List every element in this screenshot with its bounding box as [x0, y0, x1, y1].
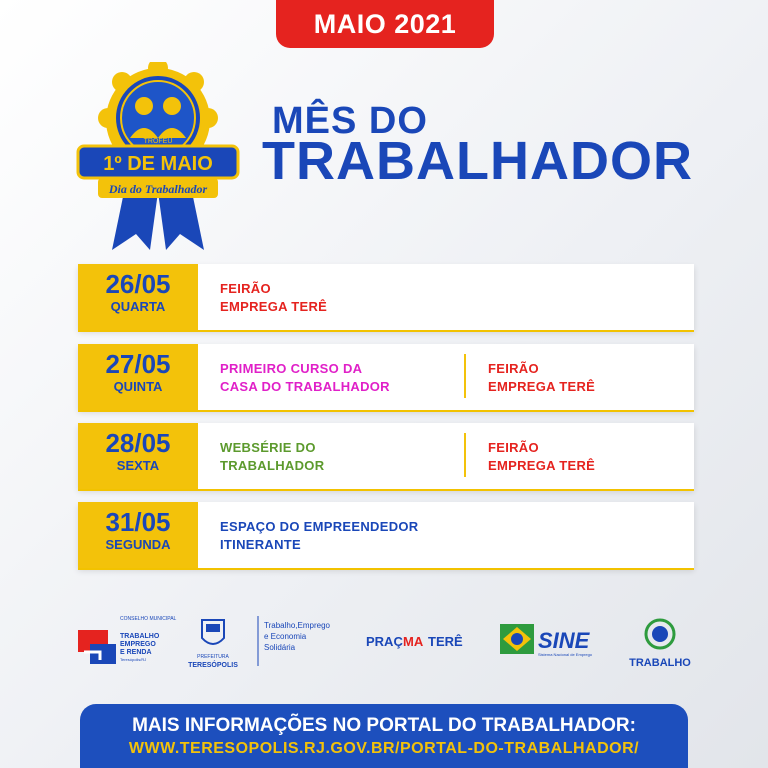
date-box: [78, 264, 198, 330]
conselho-l1: TRABALHO: [120, 633, 160, 640]
secretaria-l2: e Economia: [264, 632, 307, 641]
schedule-row: [78, 264, 694, 330]
conselho-l4: Teresópolis/RJ: [120, 657, 147, 662]
trophy-main-text: 1º DE MAIO: [103, 153, 213, 175]
trabalho-label: TRABALHO: [629, 657, 691, 669]
event-line: FEIRÃO: [220, 281, 271, 296]
event-line: EMPREGA TERÊ: [488, 458, 596, 473]
prefeitura-l2: TERESÓPOLIS: [188, 662, 238, 669]
date-weekday: QUINTA: [113, 379, 163, 394]
date-day: 27/05: [105, 349, 171, 379]
secretaria-l3: Solidária: [264, 643, 296, 652]
date-box: [78, 502, 198, 568]
trabalho-logo: [629, 620, 691, 669]
event-line: CASA DO TRABALHADOR: [220, 379, 390, 394]
event-line: FEIRÃO: [488, 361, 539, 376]
event-line: EMPREGA TERÊ: [220, 299, 328, 314]
event: [488, 360, 595, 396]
sine-name: SINE: [538, 628, 590, 653]
month-badge: MAIO 2021: [276, 0, 494, 48]
date-weekday: SEGUNDA: [105, 537, 171, 552]
sine-sub: Sistema Nacional de Emprego: [538, 652, 593, 657]
schedule-row: [78, 344, 694, 410]
date-day: 26/05: [105, 269, 171, 299]
sine-logo: [500, 624, 593, 657]
event: [220, 518, 419, 554]
footer-banner: [80, 704, 688, 768]
conselho-l2: EMPREGO: [120, 641, 156, 648]
event-line: EMPREGA TERÊ: [488, 379, 596, 394]
conselho-top: CONSELHO MUNICIPAL: [120, 616, 177, 622]
date-weekday: SEXTA: [116, 458, 160, 473]
prefeitura-l1: PREFEITURA: [197, 654, 229, 660]
event-divider: [464, 433, 466, 477]
praca-a: PRAÇ: [366, 634, 403, 649]
event: [220, 280, 327, 316]
partner-logos: [70, 610, 710, 680]
event: [488, 439, 595, 475]
prefeitura-logo: [188, 620, 238, 669]
title-line-1: MÊS DO: [272, 100, 428, 142]
date-day: 31/05: [105, 507, 171, 537]
trophy-sub-text: Dia do Trabalhador: [108, 182, 208, 196]
event-line: TRABALHADOR: [220, 458, 325, 473]
praca-c: TERÊ: [428, 634, 463, 649]
event: [220, 439, 324, 475]
date-box: [78, 423, 198, 489]
date-box: [78, 344, 198, 410]
secretaria-text: [264, 621, 331, 652]
event-divider: [464, 354, 466, 398]
schedule-row: [78, 502, 694, 568]
event-line: ITINERANTE: [220, 537, 301, 552]
praca-logo: [366, 634, 463, 649]
trophy-small-text: TROFÉU: [143, 138, 173, 145]
conselho-logo: [78, 616, 177, 664]
date-weekday: QUARTA: [110, 299, 166, 314]
footer-info-text: MAIS INFORMAÇÕES NO PORTAL DO TRABALHADOR:: [132, 715, 636, 736]
title-line-2: TRABALHADOR: [262, 131, 693, 191]
event: [220, 360, 390, 396]
event-line: ESPAÇO DO EMPREENDEDOR: [220, 519, 419, 534]
conselho-l3: E RENDA: [120, 649, 152, 656]
secretaria-l1: Trabalho,Emprego: [264, 621, 330, 630]
event-line: WEBSÉRIE DO: [220, 440, 316, 455]
date-day: 28/05: [105, 428, 171, 458]
schedule-row: [78, 423, 694, 489]
event-line: FEIRÃO: [488, 440, 539, 455]
footer-url-link[interactable]: WWW.TERESOPOLIS.RJ.GOV.BR/PORTAL-DO-TRABALHADOR/: [128, 740, 640, 757]
trophy-badge-logo: [72, 62, 244, 252]
event-line: PRIMEIRO CURSO DA: [220, 361, 363, 376]
praca-b: MA: [403, 634, 424, 649]
